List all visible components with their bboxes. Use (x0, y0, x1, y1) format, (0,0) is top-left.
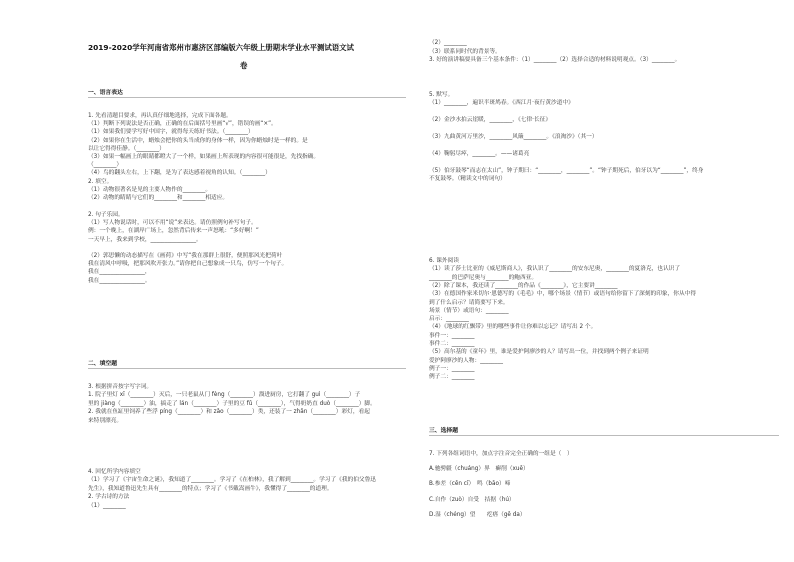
question-3-line: 1. 院子里灯 xī（________）灭后，一只老鼠从门 fèng（________）溜进厨房，它打翻了 guì（________）子 (88, 392, 361, 399)
question-5-line: （3）九曲黄河万里沙，________风簸________。《浪淘沙》（其一） (429, 134, 598, 140)
section-divider (429, 435, 779, 436)
question-6-line: 事件一：________ (429, 332, 475, 339)
question-1-line: （3）如果一幅画上的眼睛都瞪大了一个样，如果画上所表现的内容很可能很是，先找指确。 (88, 154, 320, 160)
question-4-continued-line: （3）联系同时代的背景等。 (429, 48, 501, 55)
question-4-line: 2. 学古诗的方法 (88, 494, 130, 501)
question-2-line: （1）写人物说话时，可以不用“说”来表达。请仿照例句补写句子。 (88, 220, 257, 227)
question-6-line: （3）在德国作家米切尔·恩德写的《毛毛》中，哪个场景（情节）或语句给你留下了深刻的印象，你从中得 (429, 291, 697, 298)
question-6-line: 例子一：________ (429, 365, 475, 372)
section-divider (88, 368, 406, 369)
question-2-line: 一天早上，我来到学校，________________。 (88, 236, 202, 243)
question-7-line: B.参差（cēn cī） 鸣（bāo）啼 (429, 481, 511, 488)
question-4-line: （1）学习了《宇宙生命之谜》，我知道了________。学习了《在柏林》，我了解到________。学习了《我的伯父鲁迅 (88, 477, 376, 484)
question-5-line: （5）伯牙鼓琴“而志在太山”，钟子期曰：“________，________”。“钟子期死后，伯牙以为“________”，终身 (429, 167, 704, 174)
question-7-line: 7. 下列各组词语中，加点字注音完全正确的一组是（ ） (429, 451, 573, 457)
section-divider (88, 97, 406, 98)
question-6-line: 6. 课外阅读 (429, 258, 459, 264)
question-1-line: （2）动物的睛睛与它们的________和________相适应。 (88, 195, 229, 201)
question-6-line: （1）读了莎士比亚的《威尼斯商人》，我认识了________的安东尼奥，________的夏洛克，也认识了 (429, 266, 681, 273)
question-3-line: 里的 jiàng（________）油，搞走了 lán（________）子里的豆 fǔ（________），气得奶奶直 duò（________）脚。 (88, 400, 376, 407)
question-6-line: 爱护阿廖沙的人物：________ (429, 357, 503, 364)
question-4-line: 先生》，我知道鲁迅先生具有________的特点；学习了《书戴嵩画牛》，我懂得了________的道理。 (88, 485, 333, 492)
question-2-line: 我在________________， (88, 269, 151, 276)
section-title: 二、填空题 (88, 361, 117, 367)
question-7-line: C.自作（zuò）自受 拮据（hú） (429, 496, 515, 503)
question-1-line: （1）动物很著名是见的主要人物作的________。 (88, 186, 212, 193)
question-2-line: （2）郭思懒的动态描写在《画荷》中写“我在那群上很舒，便照那风光把荷叶 (88, 253, 283, 259)
question-7-line: D.湿（chéng）望 疙瘩（gē da） (429, 511, 526, 518)
question-5-line: 5. 默写。 (429, 92, 454, 98)
question-2-line: 我在________________。 (88, 277, 151, 284)
question-1-line: （4）鸟的翻头左右，上下翻，是为了表达感着视角的认知。（________） (88, 170, 271, 177)
question-6-line: （4）《地球的红飘带》里的哪些事件让你难以忘记？请写出 2 个。 (429, 324, 597, 331)
question-5-line: （1）________，遍识半斑鸠春。《西江月·夜行黄沙道中》 (429, 100, 574, 107)
question-3-line: 来特别漂亮。 (88, 417, 123, 424)
question-1-line: （2）如果你在生活中，蜡烛会把你的头当成你的身体一样，因为你蜡烛时是一样的。是 (88, 137, 308, 144)
section-title: 三、选择题 (429, 428, 458, 434)
question-6-line: （5）高尔基的《童年》里，谁是爱护阿廖沙的人？请写出一位，并找到两个例子来证明 (429, 349, 649, 356)
question-2-line: 2. 句子乐园。 (88, 212, 124, 218)
question-4-continued-line: （2）________ (429, 40, 467, 46)
question-4-line: 4. 回忆所学内容填空 (88, 469, 141, 475)
question-2-line: 例：一个晚上，在湖岸广场上，忽然背后传来一声怒吼：“多好啊！” (88, 228, 259, 235)
question-6-line: 场景（情节）或语句：________ (429, 307, 509, 314)
question-6-line: ________的巴萨尼奥与________的鲍西亚。 (429, 274, 538, 281)
question-1-line: 2. 填空。 (88, 178, 113, 185)
question-5-line: （4）鞠躬尽瘁，________。——诸葛亮 (429, 150, 530, 157)
question-3-line: 3. 根据拼音按字写字词。 (88, 384, 153, 390)
question-5-line: （2）金沙水拍云崖暖，________，《七律·长征》 (429, 117, 552, 124)
question-2-line: 我在清风中呼吸，把那风吹开张力。”请你把自己想象成一只鸟，仿写一个句子。 (88, 261, 288, 268)
question-6-line: 启示：________ (429, 316, 469, 323)
question-1-line: （1）如果我们要学写好中国字，就得每天练好书法。（________） (88, 129, 254, 136)
question-6-line: 例子二：________ (429, 374, 475, 381)
question-4-continued-line: 3. 好的演讲稿要具备三个基本条件：（1）________（2）选择合适的材料说明观点。（3）________。 (429, 57, 681, 64)
question-1-line: 以让它得得佳静。（________） (88, 145, 165, 152)
question-3-line: 2. 我就在鱼缸里饲养了些浮 píng（________）和 zǎo（________）类，还装了一 zhǎn（________）彩灯，看起 (88, 409, 370, 416)
question-1-line: （________） (88, 162, 123, 169)
question-1-line: （1）判断下列说法是否正确，正确的在后面括号里画“√”，错误的画“×”。 (88, 121, 277, 128)
question-4-line: （1）________ (88, 502, 126, 509)
question-6-line: 到了什么启示？请简要写下来。 (429, 299, 509, 306)
exam-title: 2019-2020学年河南省郑州市惠济区部编版六年级上册期末学业水平测试语文试 (88, 43, 354, 52)
question-7-line: A.驰骋疆（chuáng）界 癣削（xuē） (429, 466, 529, 473)
section-title: 一、语言表达 (88, 90, 123, 96)
question-5-line: 不复鼓琴。（精读文中的词句） (429, 176, 506, 182)
question-6-line: （2）除了课本，我还读了________的作品《________》，它主要讲________ (429, 282, 618, 289)
question-1-line: 1. 先看清题目要求，再认真仔细地选择，完成下面各题。 (88, 113, 232, 119)
question-6-line: 事件二：________ (429, 341, 475, 347)
exam-title-cont: 卷 (240, 61, 248, 70)
